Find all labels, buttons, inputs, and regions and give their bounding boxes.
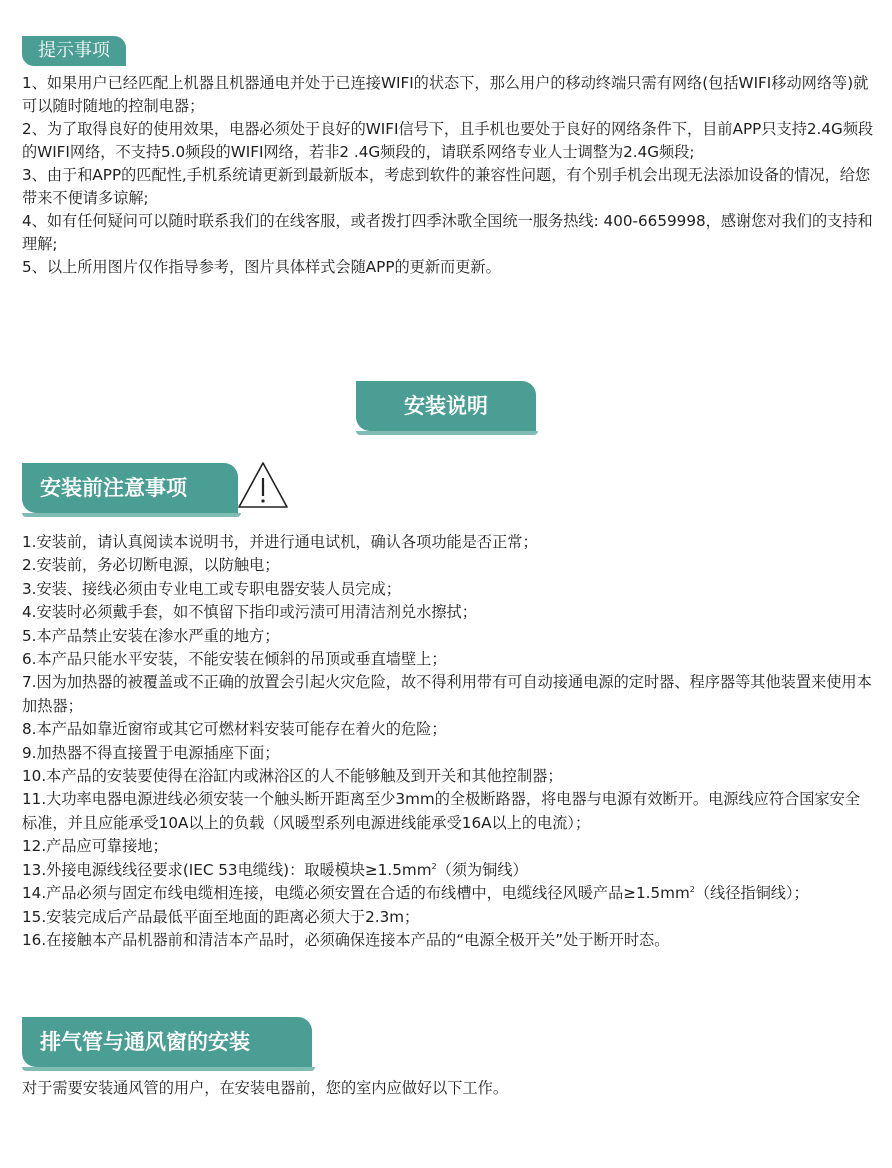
item13-text: 13.外接电源线线径要求(IEC 53电缆线)：取暖模块≥1.5mm <box>22 860 432 879</box>
precautions-list <box>22 531 874 952</box>
item14-suffix: （线径指铜线）； <box>694 884 809 903</box>
item14-text: 14.产品必须与固定布线电缆相连接，电缆必须安置在合适的布线槽中，电缆线径风暖产品≥1.5mm <box>22 884 690 903</box>
precaution-item: 16.在接触本产品机器前和清洁本产品时，必须确保连接本产品的“电源全极开关”处于断开时态。 <box>22 930 670 949</box>
item13-suffix: （须为铜线） <box>436 860 528 879</box>
tips-heading: 提示事项 <box>22 36 126 66</box>
tips-item: 5、以上所用图片仅作指导参考，图片具体样式会随APP的更新而更新。 <box>22 258 501 276</box>
precaution-item: 2.安装前，务必切断电源，以防触电； <box>22 556 280 575</box>
precaution-item-13 <box>22 859 874 882</box>
vent-heading: 排气管与通风窗的安装 <box>22 1017 312 1067</box>
precaution-item-14 <box>22 882 874 905</box>
precaution-item: 8.本产品如靠近窗帘或其它可燃材料安装可能存在着火的危险； <box>22 720 447 739</box>
superscript: 2 <box>431 861 437 871</box>
precaution-item: 5.本产品禁止安装在渗水严重的地方； <box>22 626 280 645</box>
precaution-item: 1.安装前，请认真阅读本说明书，并进行通电试机，确认各项功能是否正常； <box>22 533 538 551</box>
precaution-item: 10.本产品的安装要使得在浴缸内或淋浴区的人不能够触及到开关和其他控制器； <box>22 767 563 786</box>
tips-item: 2、为了取得良好的使用效果，电器必须处于良好的WIFI信号下，且手机也要处于良好的网络条件下，目前APP只支持2.4G频段的WIFI网络，不支持5.0频段的WIFI网络，若非2 .4G频段的，请联系网络专业人士调整为2.4G频段; <box>22 120 874 161</box>
tips-item: 1、如果用户已经匹配上机器且机器通电并处于已连接WIFI的状态下，那么用户的移动终端只需有网络(包括WIFI移动网络等)就可以随时随地的控制电器； <box>22 74 869 115</box>
precaution-item: 11.大功率电器电源进线必须安装一个触头断开距离至少3mm的全极断路器，将电器与电源有效断开。电源线应符合国家安全标准，并且应能承受10A以上的负载（风暖型系列电源进线能承受16A以上的电流）； <box>22 790 860 832</box>
precautions-heading: 安装前注意事项 <box>22 463 238 513</box>
precaution-item: 7.因为加热器的被覆盖或不正确的放置会引起火灾危险，故不得利用带有可自动接通电源的定时器、程序器等其他装置来使用本加热器； <box>22 673 872 715</box>
precaution-item: 15.安装完成后产品最低平面至地面的距离必须大于2.3m； <box>22 907 420 926</box>
tips-item: 3、由于和APP的匹配性,手机系统请更新到最新版本，考虑到软件的兼容性问题，有个别手机会出现无法添加设备的情况，给您带来不便请多谅解; <box>22 166 871 207</box>
precaution-item: 4.安装时必须戴手套，如不慎留下指印或污渍可用清洁剂兑水擦拭； <box>22 603 477 622</box>
precaution-item: 3.安装、接线必须由专业电工或专职电器安装人员完成； <box>22 579 401 598</box>
precaution-item: 6.本产品只能水平安装，不能安装在倾斜的吊顶或垂直墙壁上； <box>22 650 447 669</box>
tips-list <box>22 72 874 279</box>
superscript: 2 <box>689 885 695 895</box>
warning-triangle-icon <box>237 460 289 510</box>
vent-text: 对于需要安装通风管的用户，在安装电器前，您的室内应做好以下工作。 <box>22 1079 508 1097</box>
install-title: 安装说明 <box>356 381 536 431</box>
precaution-item: 9.加热器不得直接置于电源插座下面； <box>22 743 280 762</box>
tips-item: 4、如有任何疑问可以随时联系我们的在线客服，或者拨打四季沐歌全国统一服务热线: 400-6659998，感谢您对我们的支持和理解; <box>22 212 873 253</box>
precaution-item: 12.产品应可靠接地； <box>22 837 168 856</box>
